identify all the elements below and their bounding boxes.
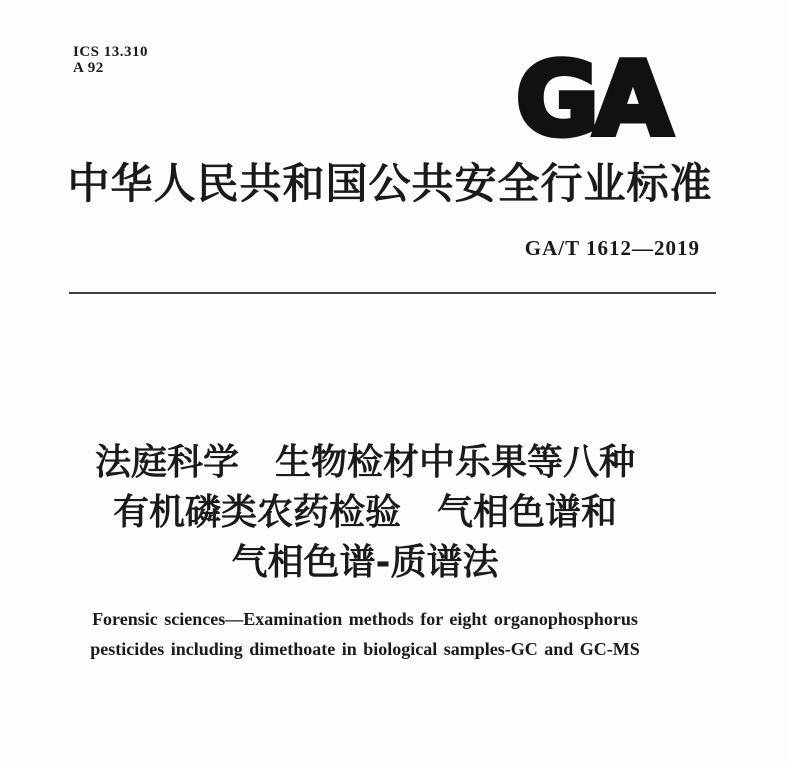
document-title-en-line-2: pesticides including dimethoate in biological samples-GC and GC-MS — [90, 639, 640, 659]
ics-code: ICS 13.310 — [73, 44, 149, 60]
standard-number: GA/T 1612—2019 — [524, 236, 700, 260]
standard-series-title: 中华人民共和国公共安全行业标准 — [67, 159, 713, 208]
document-title-zh-line-2: 有机磷类农药检验 气相色谱和 — [112, 492, 617, 533]
ga-logo: GA — [516, 40, 668, 158]
document-title-zh-line-3: 气相色谱-质谱法 — [231, 542, 499, 583]
document-title-en-line-1: Forensic sciences—Examination methods for eight organophosphorus — [92, 609, 638, 629]
ics-block — [73, 44, 148, 76]
document-title-zh — [0, 438, 730, 588]
doc-class-code: A 92 — [73, 60, 104, 76]
document-title-en — [0, 604, 730, 664]
header-horizontal-rule — [69, 292, 716, 294]
document-title-zh-line-1: 法庭科学 生物检材中乐果等八种 — [94, 442, 635, 483]
